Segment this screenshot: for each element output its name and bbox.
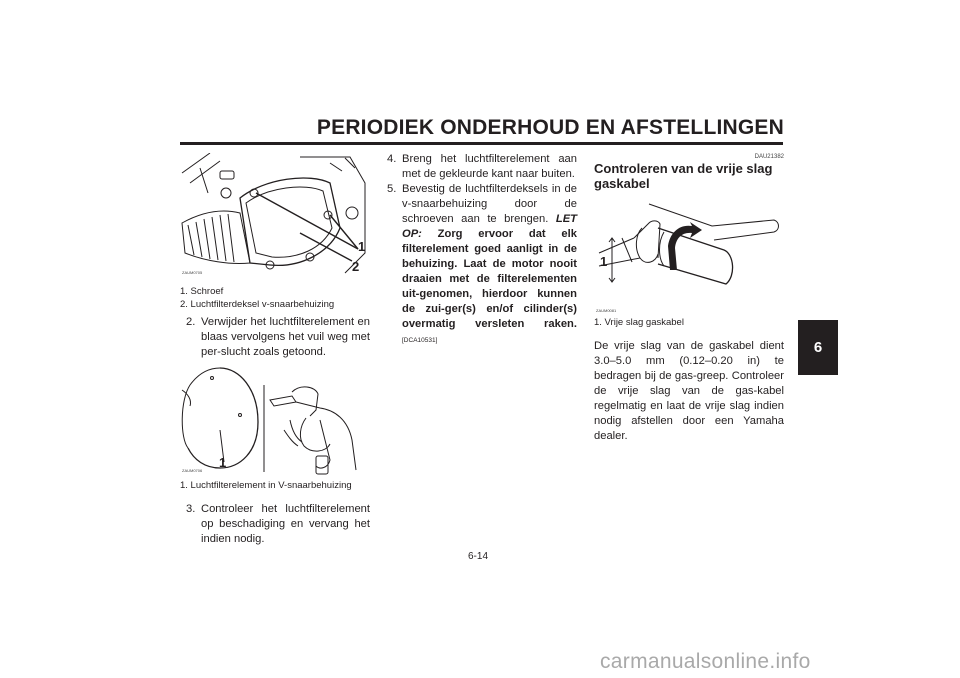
- step-5: [387, 182, 577, 348]
- chapter-tab-label: 6: [813, 339, 823, 356]
- figure3-code: ZAUM0081: [596, 308, 617, 313]
- step-5-code: [DCA10531]: [402, 337, 438, 344]
- figure3-caption-1: 1. Vrije slag gaskabel: [594, 317, 684, 328]
- figure-throttle-grip: [594, 198, 784, 313]
- step-5-number: 5.: [387, 183, 397, 195]
- step-4: [387, 152, 577, 182]
- figure2-caption-1: 1. Luchtfilterelement in V-snaarbehuizing: [180, 480, 352, 491]
- chapter-tab: [798, 320, 838, 375]
- step-5-body: [387, 182, 577, 348]
- section-title: Controleren van de vrije slag gaskabel: [594, 161, 773, 191]
- figure-filter-cover: [180, 153, 370, 283]
- page-number: 6-14: [468, 551, 489, 562]
- figure2-callout-1: 1: [219, 455, 227, 470]
- step-4-number: 4.: [387, 153, 397, 165]
- throttle-grip-illustration: [594, 198, 784, 313]
- figure2-code: ZAUM0706: [182, 468, 203, 473]
- figure1-caption-1: 1. Schroef: [180, 286, 224, 297]
- figure2-captions: [180, 480, 352, 493]
- step-3-text: Controleer het luchtfilterelement op beschadiging en vervang het indien nodig.: [201, 503, 370, 545]
- step-5-warning-text: Zorg ervoor dat elk filterelement goed aanligt in de behuizing. Laat de motor nooit draaien met de filterelementen uit-genomen, hierdoor kunnen de zui-ger(s) en/of cilinder(s) overmatig versleten raken.: [402, 228, 577, 330]
- figure1-callout-2: 2: [352, 259, 360, 274]
- step-3: [186, 502, 370, 547]
- figure-filter-element: [180, 360, 370, 475]
- step-2-number: 2.: [186, 316, 196, 328]
- figure1-callout-1a: 1: [358, 239, 366, 254]
- body-text: De vrije slag van de gaskabel dient 3.0–5.0 mm (0.12–0.20 in) te bedragen bij de gas-greep. Controleer de vrije slag van de gas-kabel regelmatig en laat de vrije slag indien nodig afstellen door een Yamaha dealer.: [594, 340, 784, 442]
- section-code: DAU21382: [754, 154, 784, 160]
- filter-element-illustration: [180, 360, 370, 475]
- figure1-captions: [180, 286, 334, 311]
- step-2: [186, 315, 370, 360]
- figure3-captions: [594, 317, 684, 330]
- step-3-number: 3.: [186, 503, 196, 515]
- watermark: carmanualsonline.info: [600, 650, 811, 673]
- header-rule: [180, 142, 783, 145]
- step-2-text: Verwijder het luchtfilterelement en blaas vervolgens het vuil weg met per-slucht zoals getoond.: [201, 316, 370, 358]
- figure3-callout-1: 1: [600, 254, 608, 269]
- page-header-title: PERIODIEK ONDERHOUD EN AFSTELLINGEN: [316, 116, 784, 139]
- step-4-text: Breng het luchtfilterelement aan met de gekleurde kant naar buiten.: [402, 153, 577, 180]
- step-5-text: Bevestig de luchtfilterdeksels in de v-snaarbehuizing door de schroeven aan te brengen.: [402, 183, 577, 225]
- figure1-caption-2: 2. Luchtfilterdeksel v-snaarbehuizing: [180, 298, 335, 310]
- figure1-code: ZAUM0705: [182, 270, 203, 275]
- filter-cover-illustration: [180, 153, 370, 283]
- step-5-warning-label: LET OP:: [402, 213, 577, 240]
